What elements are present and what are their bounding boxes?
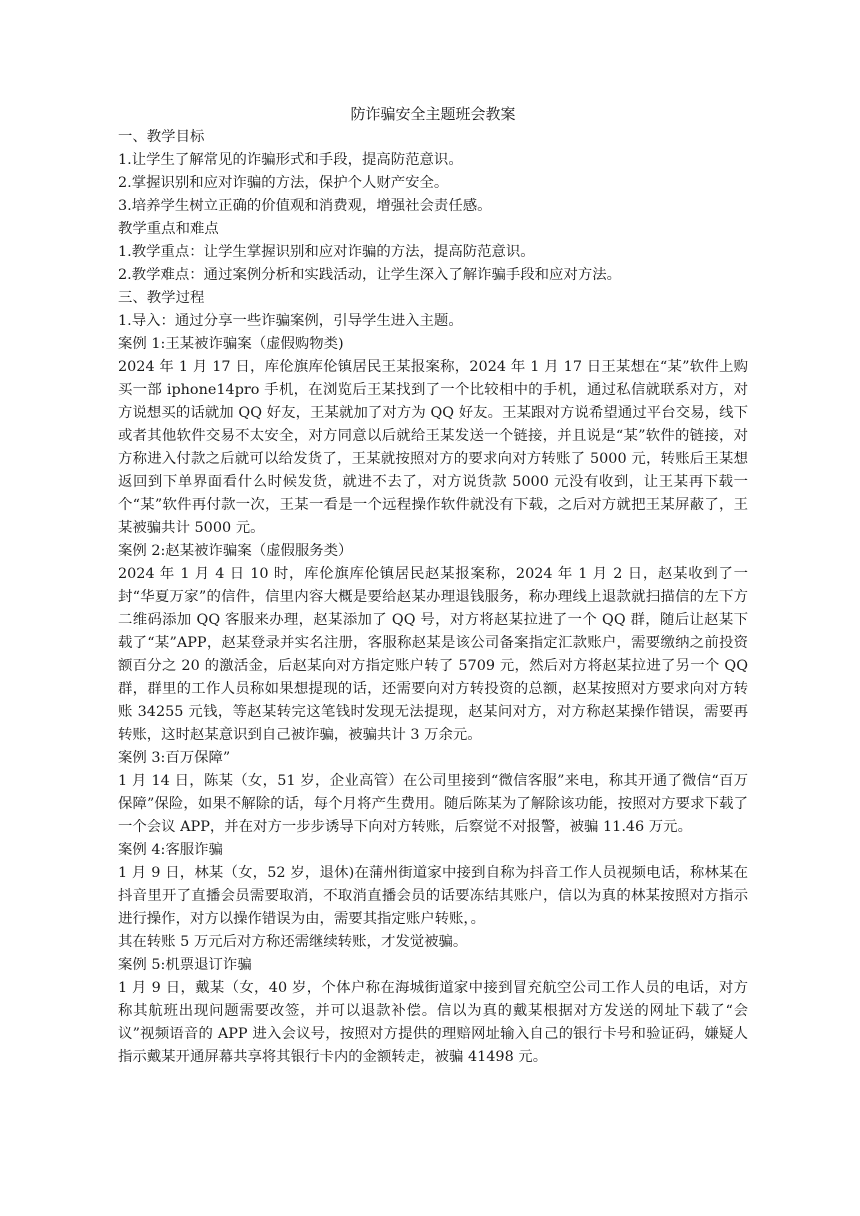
case-1-title: 案例 1:王某被诈骗案（虚假购物类) [118, 336, 344, 352]
goal-item-3: 3.培养学生树立正确的价值观和消费观，增强社会责任感。 [118, 198, 492, 214]
case-1-body: 2024 年 1 月 17 日，库伦旗库伦镇居民王某报案称，2024 年 1 月 17 日王某想在“某”软件上购买一部 iphone14pro 手机，在浏览后王某找到了一个比较相中的手机，通过私信就联系对方，对方说想买的话就加 QQ 好友，王某就加了对方为 QQ 好友。王某跟对方说希望通过平台交易，线下或者其他软件交易不太安全，对方同意以后就给王某发送一个链接，并且说是“某”软件的链接，对方称进入付款之后就可以给发货了，王某就按照对方的要求向对方转账了 5000 元，转账后王某想返回到下单界面看什么时候发货，就进不去了，对方说货款 5000 元没有收到，让王某再下载一个“某”软件再付款一次，王某一看是一个远程操作软件就没有下载，之后对方就把王某屏蔽了，王某被骗共计 5000 元。 [118, 359, 748, 536]
key-point-1: 1.教学重点：让学生掌握识别和应对诈骗的方法，提高防范意识。 [118, 244, 535, 260]
document-title: 防诈骗安全主题班会教案 [350, 105, 516, 123]
case-5-body: 1 月 9 日，戴某（女，40 岁，个体户称在海城街道家中接到冒充航空公司工作人员的电话，对方称其航班出现问题需要改签，并可以退款补偿。信以为真的戴某根据对方发送的网址下载了“会议”视频语音的 APP 进入会议号，按照对方提供的理赔网址输入自己的银行卡号和验证码，嫌疑人指示戴某开通屏幕共享将其银行卡内的金额转走，被骗 41498 元。 [118, 980, 748, 1065]
case-4-title: 案例 4:客服诈骗 [118, 842, 223, 858]
case-2-title: 案例 2:赵某被诈骗案（虚假服务类） [118, 543, 353, 559]
section-heading-process: 三、教学过程 [118, 290, 205, 306]
case-3-title: 案例 3:百万保障” [118, 750, 231, 766]
case-4-body: 1 月 9 日，林某（女，52 岁，退休)在蒲州街道家中接到自称为抖音工作人员视频电话，称林某在抖音里开了直播会员需要取消，不取消直播会员的话要冻结其账户，信以为真的林某按照对方指示进行操作，对方以操作错误为由，需要其指定账户转账，。 [118, 865, 748, 927]
process-intro: 1.导入：通过分享一些诈骗案例，引导学生进入主题。 [118, 313, 463, 329]
case-5-title: 案例 5:机票退订诈骗 [118, 957, 252, 973]
case-3-body: 1 月 14 日，陈某（女，51 岁，企业高管）在公司里接到“微信客服”来电，称其开通了微信“百万保障”保险，如果不解除的话，每个月将产生费用。随后陈某为了解除该功能，按照对方要求下载了一个会议 APP，并在对方一步步诱导下向对方转账，后察觉不对报警，被骗 11.46 万元。 [118, 773, 748, 835]
goal-item-1: 1.让学生了解常见的诈骗形式和手段，提高防范意识。 [118, 152, 463, 168]
goal-item-2: 2.掌握识别和应对诈骗的方法，保护个人财产安全。 [118, 175, 449, 191]
case-2-body: 2024 年 1 月 4 日 10 时，库伦旗库伦镇居民赵某报案称，2024 年 1 月 2 日，赵某收到了一封“华夏万家”的信件，信里内容大概是要给赵某办理退钱服务，称办理线上退款就扫描信的左下方二维码添加 QQ 客服来办理，赵某添加了 QQ 号，对方将赵某拉进了一个 QQ 群，随后让赵某下载了“某”APP，赵某登录并实名注册，客服称赵某是该公司备案指定汇款账户，需要缴纳之前投资额百分之 20 的激活金，后赵某向对方指定账户转了 5709 元，然后对方将赵某拉进了另一个 QQ 群，群里的工作人员称如果想提现的话，还需要向对方转投资的总额，赵某按照对方要求向对方转账 34255 元钱，等赵某转完这笔钱时发现无法提现，赵某问对方，对方称赵某操作错误，需要再转账，这时赵某意识到自己被诈骗，被骗共计 3 万余元。 [118, 566, 748, 743]
section-heading-goals: 一、教学目标 [118, 129, 205, 145]
key-point-2: 2.教学难点：通过案例分析和实践活动，让学生深入了解诈骗手段和应对方法。 [118, 267, 622, 283]
case-4-body-continued: 其在转账 5 万元后对方称还需继续转账，才发觉被骗。 [118, 934, 468, 950]
section-heading-key-points: 教学重点和难点 [118, 221, 219, 237]
